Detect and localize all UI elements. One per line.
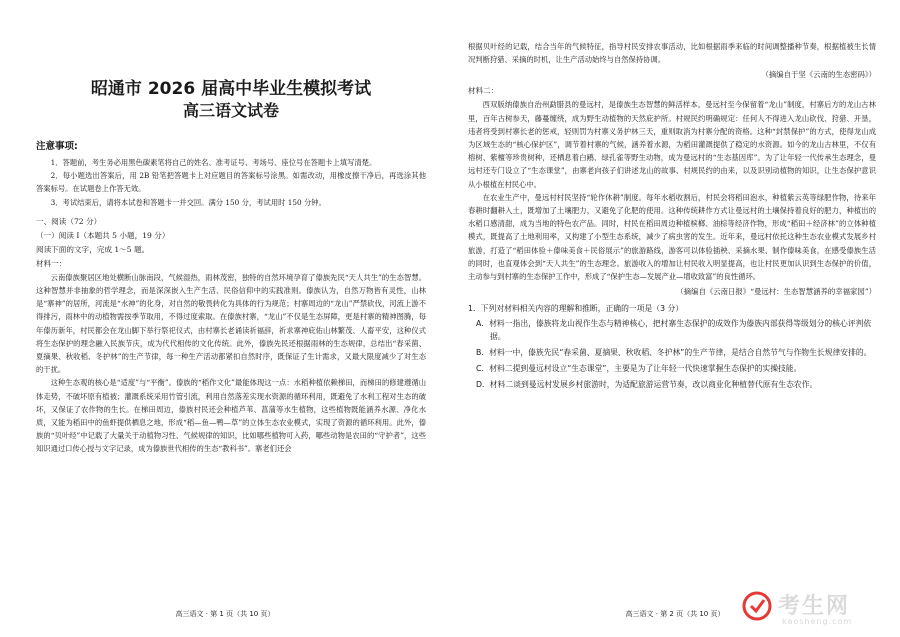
subsection-heading: （一）阅读 I（本题共 5 小题，19 分）	[36, 230, 170, 240]
source-citation-2: （摘编自《云南日报》“曼远村：生态智慧涵养的幸福家园”）	[676, 287, 876, 297]
material-two-label: 材料二：	[468, 86, 499, 96]
exam-title: 昭通市 2026 届高中毕业生模拟考试	[90, 79, 372, 99]
page-footer-left: 高三语文 · 第 1 页（共 10 页）	[175, 610, 275, 618]
page-footer-right: 高三语文 · 第 2 页（共 10 页）	[625, 610, 725, 618]
notice-item-1: 1．答题前，考生务必用黑色碳素笔将自己的姓名、准考证号、考场号、座位号在答题卡上填写清楚。	[50, 158, 377, 167]
exam-subtitle: 高三语文试卷	[182, 101, 279, 120]
option-a: A．材料一指出，傣族将龙山视作生态与精神核心，把村寨生态保护的成效作为傣族内部获得等级划分的核心评判依据。	[476, 319, 872, 342]
material-two-paragraph-2: 在农业生产中，曼远村村民坚持“轮作休耕”制度。每年水稻收割后，村民会将稻田泡水，种植紫云英等绿肥作物，待来年春耕时翻耕入土，既增加了土壤肥力，又避免了化肥的使用。这种传统耕作方式让曼远村的土壤保持着良好的肥力，种植出的水稻口感清甜，成为当地的特色农产品。同时，村民在稻田周边种植槟榔、油棕等经济作物，形成“稻田＋经济林”的立体种植模式，既提高了土地利用率，又构建了小型生态系统，减少了病虫害的发生。近年来，曼远村依托这种生态农业模式发展乡村旅游，打造了“稻田体验＋傣味美食＋民俗展示”的旅游路线，游客可以体验插秧、采摘水果、制作傣味美食，在感受傣族生活的同时，也直观体会到“天人共生”的生态理念。旅游收入的增加让村民收入明显提高，也让村民更加认识到生态保护的价值，主动参与到村寨的生态保护工作中，形成了“保护生态—发展产业—增收致富”的良性循环。	[468, 192, 876, 282]
material-one-continuation: 根据贝叶经的记载，结合当年的气候特征，指导村民安排农事活动，比如根据雨季来临的时间调整播种节奏，根据植被生长情况判断狩猎、采摘的时机，让生产活动始终与自然保持协调。	[468, 42, 876, 65]
right-page	[450, 0, 900, 637]
watermark-brand: 考生网	[778, 594, 851, 619]
kaosheng-logo-icon	[742, 591, 772, 621]
material-one-label: 材料一：	[36, 258, 67, 268]
source-citation-1: （摘编自于坚《云南的生态密码》）	[761, 70, 876, 80]
option-c: C．材料二提到曼远村设立“生态课堂”，主要是为了让年轻一代快速掌握生态保护的实操技能。	[476, 364, 802, 374]
notice-item-3: 3．考试结束后，请将本试卷和答题卡一并交回。满分 150 分，考试用时 150 分钟。	[50, 197, 326, 207]
section-heading: 一、阅读（72 分）	[36, 216, 102, 226]
material-one-paragraph-1: 云南傣族聚居区地处横断山脉南段，气候湿热，雨林茂密，独特的自然环境孕育了傣族先民“天人共生”的生态智慧。这种智慧并非抽象的哲学理念，而是深深嵌入生产生活、民俗信仰中的实践准则。傣族认为，自然万物皆有灵性，山林是“寨神”的居所，河流是“水神”的化身，对自然的敬畏转化为具体的行为规范；村寨周边的“龙山”严禁砍伐，河流上游不得排污，雨林中的动植物需按季节取用，不得过度索取。在傣族村寨，“龙山”不仅是生态屏障，更是村寨的精神图腾，每年傣历新年，村民都会在龙山脚下举行祭祀仪式，由村寨长老诵读祈福辞，祈求寨神庇佑山林繁茂、人畜平安，这种仪式将生态保护的理念融入民族节庆，成为代代相传的文化传统。此外，傣族先民还根据雨林的生态规律，总结出“春采菌、夏摘果、秋收稻、冬护林”的生产节律，每一种生产活动都紧扣自然时序，既保证了生计需求，又最大限度减少了对生态的干扰。	[36, 272, 426, 375]
option-d: D．材料二谈到曼远村发展乡村旅游时，为适配旅游运营节奏，改以商业化种植替代原有生态农作。	[476, 380, 818, 390]
notice-item-2: 2．每小题选出答案后，用 2B 铅笔把答题卡上对应题目的答案标号涂黑。如需改动，用橡皮擦干净后，再选涂其他答案标号。在试题卷上作答无效。	[36, 171, 426, 194]
material-two-paragraph-1: 西双版纳傣族自治州勐腊县的曼远村，是傣族生态智慧的鲜活样本。曼远村至今保留着“龙山”制度，村寨后方的龙山古林里，百年古树参天，藤蔓缠绕，成为野生动植物的天然庇护所。村规民约明确规定：任何人不得进入龙山砍伐、狩猎、开垦，违者将受到村寨长老的惩戒，轻则罚为村寨义务护林三天，重则取消为村寨分配的资格。这种“封禁保护”的方式，使得龙山成为区域生态的“核心保护区”，调节着村寨的气候，涵养着水源，为稻田灌溉提供了稳定的水资源。如今的龙山古林里，不仅有榕树、紫檀等珍贵树种，还栖息着白鹇、绿孔雀等野生动物，成为曼远村的“生态基因库”。为了让年轻一代传承生态理念，曼远村还专门设立了“生态课堂”，由寨老向孩子们讲述龙山的故事、村规民约的由来，以及识别动植物的知识，让生态保护意识从小根植在村民心中。	[468, 100, 876, 189]
option-b: B．材料一中，傣族先民“春采菌、夏摘果、秋收稻、冬护林”的生产节律，是结合自然节气与作物生长规律安排的。	[476, 348, 872, 358]
material-one-paragraph-2: 这种生态观的核心是“适度”与“平衡”。傣族的“稻作文化”最能体现这一点：水稻种植依赖梯田，而梯田的修建遵循山体走势，不破坏原有植被；灌溉系统采用竹管引流，利用自然落差实现水资源的循环利用，既避免了水利工程对生态的破坏，又保证了农作物的生长。在梯田周边，傣族村民还会种植芦苇、菖蒲等水生植物，这些植物既能涵养水源、净化水质，又能为稻田中的鱼虾提供栖息之地，形成“稻—鱼—鸭—草”的立体生态农业模式，实现了资源的循环利用。此外，傣族的“贝叶经”中记载了大量关于动植物习性、气候规律的知识，比如哪些植物可入药，哪些动物是农田的“守护者”，这些知识通过口传心授与文字记录，成为傣族世代相传的生态“教科书”。寨老们还会	[36, 378, 426, 454]
watermark-url: kaosheng.com	[782, 617, 853, 626]
watermark	[742, 587, 892, 631]
notice-heading: 注意事项:	[36, 141, 78, 152]
question-1-stem: 1．下列对材料相关内容的理解和推断，正确的一项是（3 分）	[468, 304, 684, 314]
instruction-text: 阅读下面的文字，完成 1～5 题。	[36, 244, 150, 254]
